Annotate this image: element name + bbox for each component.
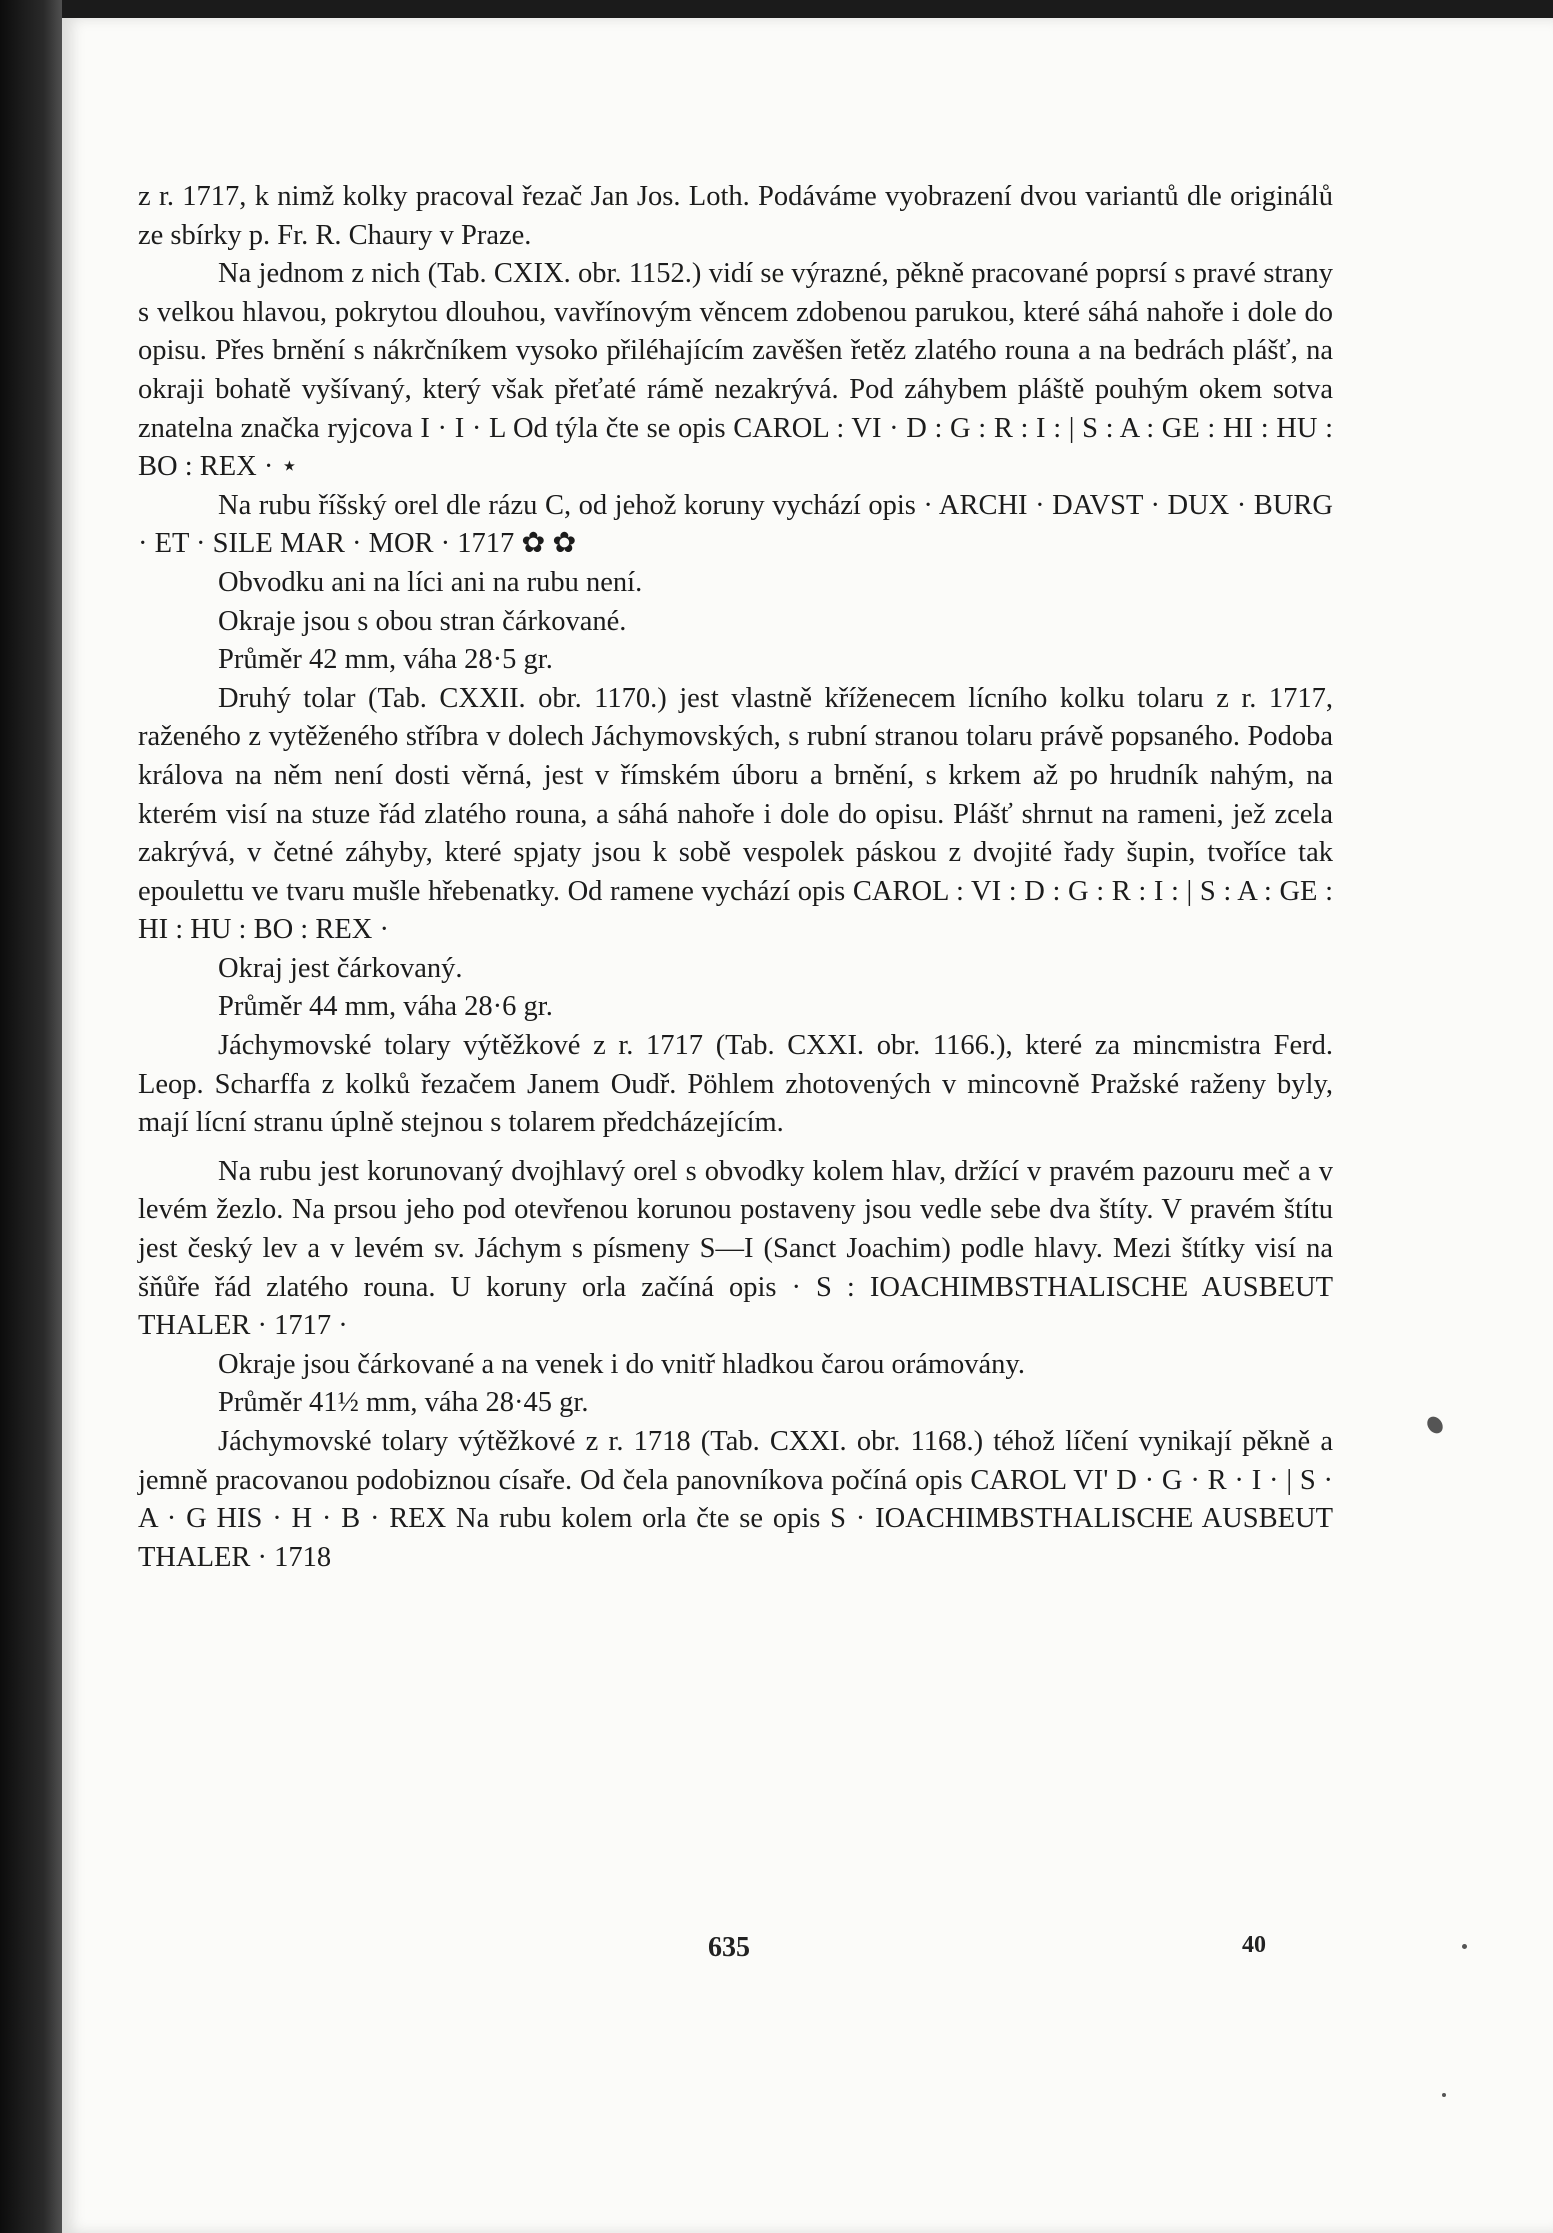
paragraph: z r. 1717, k nimž kolky pracoval řezač Jan Jos. Loth. Podáváme vyobrazení dvou variantů dle originálů ze sbírky p. Fr. R. Chaury v Praze. xyxy=(138,181,1333,251)
paragraph: Na jednom z nich (Tab. CXIX. obr. 1152.) vidí se výrazné, pěkně pracované poprsí s pravé strany s velkou hlavou, pokrytou dlouhou, vavřínovým věncem zdobenou parukou, které sáhá nahoře i dole do opisu. Přes brnění s nákrčníkem vysoko přiléhajícím zavěšen řetěz zlatého rouna a na bedrách plášť, na okraji bohatě vyšívaný, který však přeťaté rámě nezakrývá. Pod záhybem pláště pouhým okem sotva znatelna značka ryjcova I · I · L Od týla čte se opis CAROL : VI · D : G : R : I : | S : A : GE : HI : HU : BO : REX · ⋆ xyxy=(138,258,1333,483)
paragraph: Průměr 42 mm, váha 28·5 gr. xyxy=(218,644,553,676)
paragraph: Okraje jsou čárkované a na venek i do vnitř hladkou čarou orámovány. xyxy=(218,1348,1025,1380)
paragraph: Jáchymovské tolary výtěžkové z r. 1717 (Tab. CXXI. obr. 1166.), které za mincmistra Ferd. Leop. Scharffa z kolků řezačem Janem Oudř. Pöhlem zhotovených v mincovně Pražské raženy byly, mají lícní stranu úplně stejnou s tolarem předcházejícím. xyxy=(138,1030,1333,1139)
paragraph: Průměr 44 mm, váha 28·6 gr. xyxy=(218,991,553,1023)
ink-speck xyxy=(1424,1414,1446,1437)
paragraph: Obvodku ani na líci ani na rubu není. xyxy=(218,566,643,598)
page-number: 635 xyxy=(708,1932,750,1963)
paragraph: Okraj jest čárkovaný. xyxy=(218,952,463,984)
paragraph: Jáchymovské tolary výtěžkové z r. 1718 (Tab. CXXI. obr. 1168.) téhož líčení vynikají pěkně a jemně pracovanou podobiznou císaře. Od čela panovníkova počíná opis CAROL VI' D · G · R · I · | S · A · G HIS · H · B · REX Na rubu kolem orla čte se opis S · IOACHIMBSTHALISCHE AUSBEUT THALER · 1718 xyxy=(138,1426,1333,1573)
paragraph: Na rubu říšský orel dle rázu C, od jehož koruny vychází opis · ARCHI · DAVST · DUX · BURG · ET · SILE MAR · MOR · 1717 ✿ ✿ xyxy=(138,489,1333,560)
paragraph: Na rubu jest korunovaný dvojhlavý orel s obvodky kolem hlav, držící v pravém pazouru meč a v levém žezlo. Na prsou jeho pod otevřenou korunou postaveny jsou vedle sebe dva štíty. V pravém štítu jest český lev a v levém sv. Jáchym s písmeny S—I (Sanct Joachim) podle hlavy. Mezi štítky visí na šňůře řád zlatého rouna. U koruny orla začíná opis · S : IOACHIMBSTHALISCHE AUSBEUT THALER · 1717 · xyxy=(138,1155,1333,1342)
paragraph: Druhý tolar (Tab. CXXII. obr. 1170.) jest vlastně kříženecem lícního kolku tolaru z r. 1717, raženého z vytěženého stříbra v dolech Jáchymovských, s rubní stranou tolaru právě popsaného. Podoba králova na něm není dosti věrná, jest v římském úboru a brnění, s krkem až po hrudník nahým, na kterém visí na stuze řád zlatého rouna, a sáhá nahoře i dole do opisu. Plášť shrnut na rameni, jež zcela zakrývá, v četné záhyby, které spjaty jsou k sobě vespolek páskou z dvojité řady šupin, tvoříce tak epoulettu ve tvaru mušle hřebenatky. Od ramene vychází opis CAROL : VI : D : G : R : I : | S : A : GE : HI : HU : BO : REX · xyxy=(138,682,1333,946)
body-text xyxy=(138,178,1333,1577)
ink-speck xyxy=(1462,1944,1467,1949)
ink-speck xyxy=(1442,2093,1446,2097)
scan-dark-edge xyxy=(0,0,62,2233)
sheet-number: 40 xyxy=(1242,1932,1266,1958)
paragraph: Okraje jsou s obou stran čárkované. xyxy=(218,605,627,637)
paragraph: Průměr 41½ mm, váha 28·45 gr. xyxy=(218,1387,589,1419)
